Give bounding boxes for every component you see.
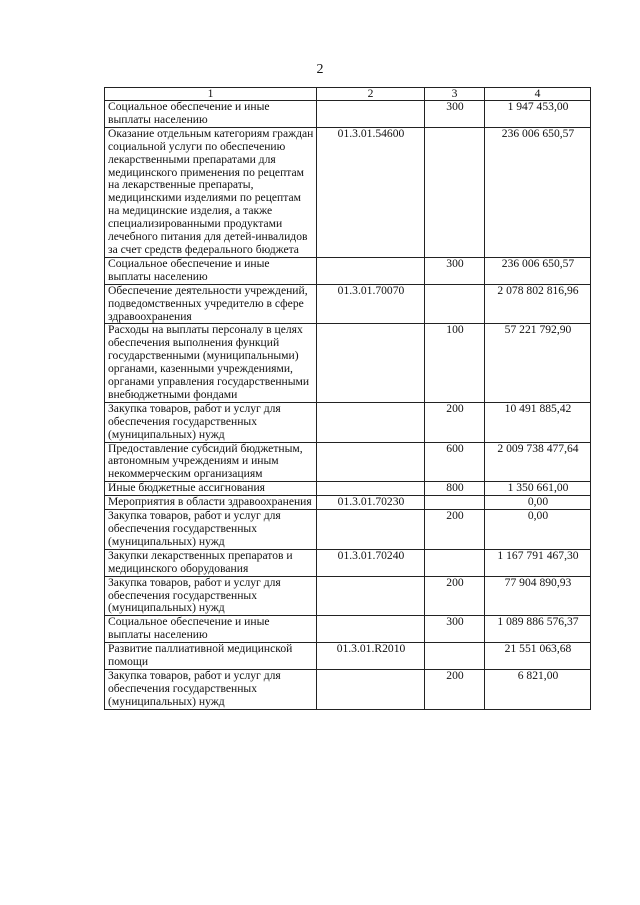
row-expense-type: 100 — [425, 324, 485, 402]
table-row — [105, 127, 591, 257]
row-amount: 10 491 885,42 — [485, 402, 591, 442]
header-col-2: 2 — [317, 88, 425, 101]
header-col-3: 3 — [425, 88, 485, 101]
row-name: Мероприятия в области здравоохранения — [105, 496, 317, 510]
row-amount: 2 009 738 477,64 — [485, 442, 591, 482]
row-amount: 21 551 063,68 — [485, 643, 591, 670]
row-expense-type: 300 — [425, 616, 485, 643]
row-name: Закупка товаров, работ и услуг для обеспечения государственных (муниципальных) нужд — [105, 576, 317, 616]
row-amount: 0,00 — [485, 496, 591, 510]
row-name: Социальное обеспечение и иные выплаты населению — [105, 616, 317, 643]
row-expense-type: 200 — [425, 402, 485, 442]
row-code: 01.3.01.70240 — [317, 549, 425, 576]
row-amount: 2 078 802 816,96 — [485, 284, 591, 324]
page-number: 2 — [316, 62, 324, 77]
row-name: Социальное обеспечение и иные выплаты населению — [105, 101, 317, 128]
budget-table — [104, 87, 591, 710]
row-code — [317, 616, 425, 643]
row-expense-type — [425, 643, 485, 670]
table-row — [105, 510, 591, 550]
row-expense-type: 200 — [425, 576, 485, 616]
row-expense-type: 800 — [425, 482, 485, 496]
row-amount: 57 221 792,90 — [485, 324, 591, 402]
row-code — [317, 442, 425, 482]
row-name: Предоставление субсидий бюджетным, автономным учреждениям и иным некоммерческим организациям — [105, 442, 317, 482]
row-code — [317, 576, 425, 616]
row-name: Расходы на выплаты персоналу в целях обеспечения выполнения функций государственными (муниципальными) органами, казенными учреждениями, органами управления государственными внебюджетными фондами — [105, 324, 317, 402]
row-name: Иные бюджетные ассигнования — [105, 482, 317, 496]
row-expense-type: 200 — [425, 510, 485, 550]
table-row — [105, 549, 591, 576]
row-code: 01.3.01.R2010 — [317, 643, 425, 670]
table-row — [105, 616, 591, 643]
row-expense-type: 200 — [425, 669, 485, 709]
row-expense-type: 300 — [425, 257, 485, 284]
row-expense-type — [425, 496, 485, 510]
table-row — [105, 643, 591, 670]
row-name: Закупка товаров, работ и услуг для обеспечения государственных (муниципальных) нужд — [105, 510, 317, 550]
table-header-row — [105, 88, 591, 101]
table-row — [105, 402, 591, 442]
row-expense-type: 600 — [425, 442, 485, 482]
row-amount: 77 904 890,93 — [485, 576, 591, 616]
row-name: Развитие паллиативной медицинской помощи — [105, 643, 317, 670]
row-code: 01.3.01.70070 — [317, 284, 425, 324]
table-row — [105, 576, 591, 616]
row-expense-type — [425, 284, 485, 324]
header-col-1: 1 — [105, 88, 317, 101]
row-code — [317, 510, 425, 550]
table-row — [105, 669, 591, 709]
table-body — [105, 101, 591, 710]
row-name: Закупка товаров, работ и услуг для обеспечения государственных (муниципальных) нужд — [105, 669, 317, 709]
table-row — [105, 257, 591, 284]
row-code: 01.3.01.54600 — [317, 127, 425, 257]
row-expense-type — [425, 549, 485, 576]
row-amount: 1 167 791 467,30 — [485, 549, 591, 576]
table-row — [105, 496, 591, 510]
row-name: Оказание отдельным категориям граждан социальной услуги по обеспечению лекарственными препаратами для медицинского применения по рецептам на лекарственные препараты, медицинскими изделиями по рецептам на медицинские изделия, а также специализированными продуктами лечебного питания для детей-инвалидов за счет средств федерального бюджета — [105, 127, 317, 257]
row-expense-type: 300 — [425, 101, 485, 128]
row-amount: 1 350 661,00 — [485, 482, 591, 496]
row-code — [317, 324, 425, 402]
row-name: Закупка товаров, работ и услуг для обеспечения государственных (муниципальных) нужд — [105, 402, 317, 442]
row-amount: 1 947 453,00 — [485, 101, 591, 128]
table-row — [105, 482, 591, 496]
row-name: Социальное обеспечение и иные выплаты населению — [105, 257, 317, 284]
row-name: Закупки лекарственных препаратов и медицинского оборудования — [105, 549, 317, 576]
row-code: 01.3.01.70230 — [317, 496, 425, 510]
header-col-4: 4 — [485, 88, 591, 101]
table-row — [105, 442, 591, 482]
row-amount: 6 821,00 — [485, 669, 591, 709]
row-code — [317, 257, 425, 284]
row-amount: 1 089 886 576,37 — [485, 616, 591, 643]
row-code — [317, 101, 425, 128]
row-code — [317, 669, 425, 709]
row-amount: 0,00 — [485, 510, 591, 550]
row-name: Обеспечение деятельности учреждений, подведомственных учредителю в сфере здравоохранения — [105, 284, 317, 324]
row-expense-type — [425, 127, 485, 257]
table-row — [105, 284, 591, 324]
table-row — [105, 101, 591, 128]
row-amount: 236 006 650,57 — [485, 257, 591, 284]
row-amount: 236 006 650,57 — [485, 127, 591, 257]
row-code — [317, 402, 425, 442]
table-row — [105, 324, 591, 402]
row-code — [317, 482, 425, 496]
